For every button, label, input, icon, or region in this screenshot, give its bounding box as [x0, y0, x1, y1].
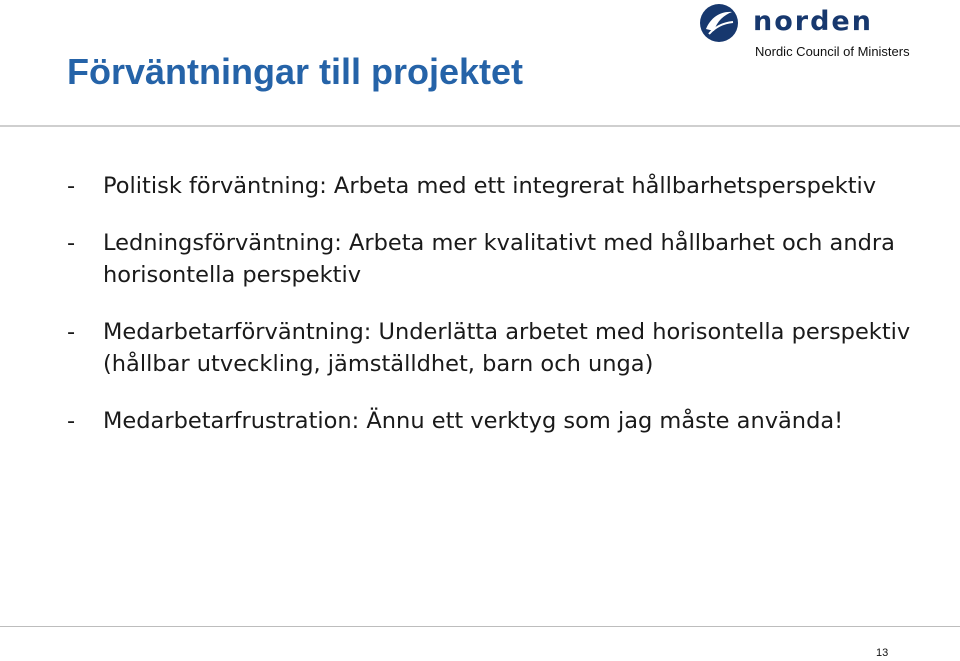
norden-swan-globe-icon	[699, 3, 739, 43]
slide-title: Förväntningar till projektet	[67, 51, 524, 92]
norden-wordmark: norden	[753, 6, 873, 37]
bullet-text: Medarbetarförväntning: Underlätta arbetet med horisontella perspektiv (hållbar utveckling, jämställdhet, barn och unga)	[103, 319, 911, 377]
bullet-dash: -	[67, 319, 76, 345]
bullet-item	[67, 405, 927, 437]
bullet-item	[67, 316, 927, 380]
bullet-dash: -	[67, 230, 76, 256]
bullet-dash: -	[67, 173, 76, 199]
bullet-text: Ledningsförväntning: Arbeta mer kvalitativt med hållbarhet och andra horisontella perspektiv	[103, 230, 895, 288]
bullet-text: Medarbetarfrustration: Ännu ett verktyg som jag måste använda!	[103, 408, 844, 434]
bullet-text: Politisk förväntning: Arbeta med ett integrerat hållbarhetsperspektiv	[103, 173, 877, 199]
bullet-item	[67, 227, 927, 291]
footer-divider	[0, 626, 960, 627]
page-number: 13	[876, 647, 889, 659]
bullet-item	[67, 170, 927, 202]
logo-tagline: Nordic Council of Ministers	[755, 44, 910, 59]
header-divider	[0, 125, 960, 127]
bullet-list	[67, 170, 927, 462]
bullet-dash: -	[67, 408, 76, 434]
norden-logo	[697, 3, 927, 63]
